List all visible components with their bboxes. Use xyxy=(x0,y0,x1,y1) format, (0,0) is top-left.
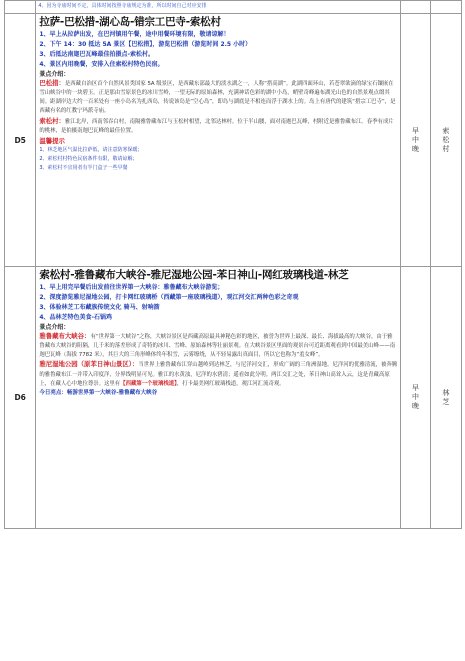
day-content xyxy=(36,14,401,267)
itinerary-item: 1、早上从拉萨出发，在巴河镇用午餐，途中用餐环境有限，敬请谅解！ xyxy=(39,31,230,38)
spot-paragraph xyxy=(39,360,397,388)
meal-cell xyxy=(401,267,430,529)
spot-paragraph xyxy=(39,332,397,360)
tip-item: 1、林芝地区气温比拉萨低，请注意防寒保暖； xyxy=(39,146,143,153)
meal-cell xyxy=(401,14,430,267)
hotel-cell xyxy=(430,267,461,529)
spot-name: 雅鲁藏布大峡谷： xyxy=(39,332,91,341)
itinerary-table xyxy=(4,0,462,529)
today-note: 今日亮点：畅游世界第一大峡谷-雅鲁藏布大峡谷 xyxy=(39,389,158,396)
meal-label: 早中晚 xyxy=(411,384,420,411)
day-content xyxy=(36,267,401,529)
spot-paragraph xyxy=(39,117,397,136)
itinerary-item: 3、体验林芝工布藏族传统文化 骑马、射响箭 xyxy=(39,304,160,311)
glass-walkway-highlight: 【西藏第一个玻璃栈道】 xyxy=(120,380,177,387)
top-note: 4、因为寺庙时间不定，具体时间按照寺庙规定为准，所以时间自己对应安排 xyxy=(38,3,207,9)
meal-label: 早中晚 xyxy=(411,126,420,154)
spot-name: 巴松措： xyxy=(39,79,65,88)
intro-heading: 景点介绍： xyxy=(39,324,70,331)
spot-text: 当世界上雅鲁藏布江穿山越岭到达林芝，与尼洋河交汇，形成广阔的三角洲湿地。尼洋河的优雅清流，被奔腾的雅鲁藏布江一并带入印度洋，分界线明显可见。雅江的水黄浊，尼洋的水碧清；遥看如此分明。两江交汇之处，苯日神山高耸入云，这是青藏高原上，在藏人心中地位尊崇。这里有 xyxy=(39,362,398,387)
spot-text-after: ，打卡最美网红玻璃栈道，观江河汇流奇观。 xyxy=(176,380,285,387)
spot-name: 索松村： xyxy=(39,116,65,125)
hotel-label: 索松村 xyxy=(441,126,450,154)
day-row xyxy=(5,14,462,267)
itinerary-item: 4、景区内用晚餐，安排入住索松村特色民宿。 xyxy=(39,61,164,68)
spot-paragraph xyxy=(39,79,397,116)
day-row xyxy=(5,267,462,529)
itinerary-item: 2、深度游览雅尼湿地公园，打卡网红玻璃桥（西藏第一座玻璃栈道），观江河交汇两种色彩之奇观 xyxy=(39,294,299,301)
top-day-cell xyxy=(5,1,36,14)
spot-text: 雅江北岸，西南邻吞白村，南隔雅鲁藏布江与玉松村相望，北邻达林村。位于半山腰，面对南迦巴瓦峰，村附近是雅鲁藏布江。春季有成片的桃林，是拍摄南迦巴瓦峰的最佳位置。 xyxy=(39,118,394,134)
day-title: 拉萨-巴松措-湖心岛-错宗工巴寺-索松村 xyxy=(39,16,221,28)
itinerary-item: 2、下午 14：30 抵达 5A 景区【巴松措】，游览巴松措（游览时间 2.5 小时） xyxy=(39,41,252,48)
itinerary-item: 4、品林芝特色美食-石锅鸡 xyxy=(39,314,112,321)
itinerary-item: 1、早上用完早餐后出发前往世界第一大峡谷：雅鲁藏布大峡谷游览； xyxy=(39,284,224,291)
itinerary-item: 3、后抵达南迦巴瓦峰最佳拍摄点-索松村。 xyxy=(39,51,154,58)
day-title: 索松村-雅鲁藏布大峡谷-雅尼湿地公园-苯日神山-网红玻璃栈道-林芝 xyxy=(39,269,349,281)
spot-text: 是西藏自治区首个自然风景类国家 5A 级景区，是西藏东部最大的淡水湖之一，人称“措高湖”。此湖四面环山，若苍翠欲滴的绿宝石镶嵌在雪山峡谷中的一块碧玉。正是那由雪原景色的冰川雪岭，一望无际的原始森林，充满神话色彩的湖中小岛，峭壁奇峰遍布湖光山色的自然景观点缀其间。距湖岸边大约一百米处有一座小岛名为扎西岛，传说该岛是“空心岛”，即岛与湖底是不相连而浮于湖水上的。岛上有唐代的建筑“措宗工巴寺”，是西藏有名的红教宁玛派寺庙。 xyxy=(39,81,396,115)
day-label: D5 xyxy=(5,14,36,267)
spot-name: 雅尼湿地公园（原苯日神山景区）： xyxy=(39,360,139,369)
tip-item: 3、索松村不宜用者有半门盒子一些早餐 xyxy=(39,164,128,171)
top-note-row xyxy=(5,1,462,14)
day-label: D6 xyxy=(5,267,36,529)
tips-heading: 温馨提示 xyxy=(39,136,65,145)
hotel-label: 林芝 xyxy=(441,388,450,407)
spot-text: 有“世界第一大峡谷”之称，大峡谷景区是西藏高原最具神秘色彩的地区，被誉为世界上最深、最长、海拔最高的大峡谷，由于雅鲁藏布大峡谷的阻隔，几千米的落差形成了奇特的冰川、雪峰、原始森林等壮丽景观。在大峡谷景区里面的观景台可近距离观看到中国最美山峰——南迦巴瓦峰（海拔 7782 米），其巨大的三角形峰体终年积雪，云雾缭绕，从不轻易露出真面目，所以它也称为“羞女峰”。 xyxy=(39,334,396,359)
top-note-cell xyxy=(36,1,401,14)
tip-item: 2、索松村村特色民宿条件有限，敬请谅解； xyxy=(39,155,138,162)
hotel-cell xyxy=(430,14,461,267)
intro-heading: 景点介绍： xyxy=(39,71,70,78)
